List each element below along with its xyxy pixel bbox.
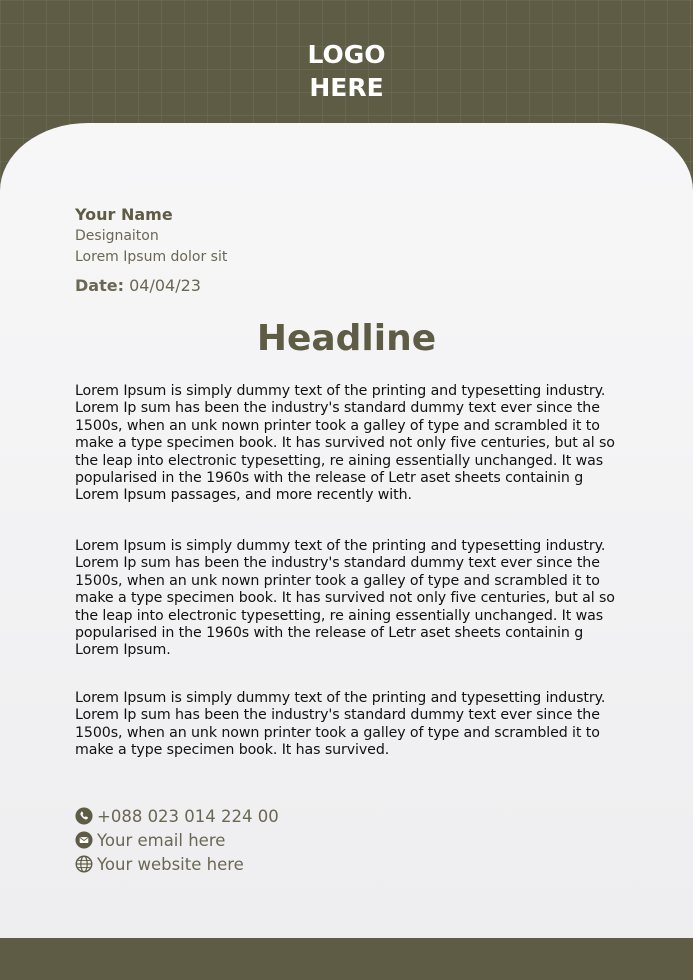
phone-icon (75, 807, 93, 825)
body-paragraph-2: Lorem Ipsum is simply dummy text of the printing and typesetting industry. Lorem Ip sum has been the industry's standard dummy text ever since the 1500s, when an unk nown printer took a galley of type and scrambled it to make a type specimen book. It has survived not only five centuries, but al so the leap into electronic typesetting, re aining essentially unchanged. It was popularised in the 1960s with the release of Letr aset sheets containin g Lorem Ipsum. (75, 538, 615, 659)
sender-name: Your Name (75, 205, 173, 224)
email-text: Your email here (97, 830, 226, 850)
logo-line-1: LOGO (307, 40, 386, 69)
contact-email[interactable] (75, 828, 279, 852)
globe-icon (75, 855, 93, 873)
footer-band (0, 938, 693, 980)
logo-placeholder (0, 38, 693, 104)
logo-line-2: HERE (309, 73, 384, 102)
date-value: 04/04/23 (129, 276, 201, 295)
website-text: Your website here (97, 854, 244, 874)
date-row (75, 275, 201, 297)
date-label: Date: (75, 276, 124, 295)
email-icon (75, 831, 93, 849)
phone-text: +088 023 014 224 00 (97, 806, 279, 826)
contact-phone[interactable] (75, 804, 279, 828)
sender-designation: Designaiton (75, 228, 159, 244)
sender-block (75, 204, 227, 268)
headline: Headline (256, 318, 437, 359)
contact-website[interactable] (75, 852, 279, 876)
sender-address: Lorem Ipsum dolor sit (75, 249, 228, 265)
body-paragraph-3: Lorem Ipsum is simply dummy text of the printing and typesetting industry. Lorem Ip sum has been the industry's standard dummy text ever since the 1500s, when an unk nown printer took a galley of type and scrambled it to make a type specimen book. It has survived. (75, 690, 606, 759)
body-paragraph-1: Lorem Ipsum is simply dummy text of the printing and typesetting industry. Lorem Ip sum has been the industry's standard dummy text ever since the 1500s, when an unk nown printer took a galley of type and scrambled it to make a type specimen book. It has survived not only five centuries, but al so the leap into electronic typesetting, re aining essentially unchanged. It was popularised in the 1960s with the release of Letr aset sheets containin g Lorem Ipsum passages, and more recently with. (75, 383, 615, 504)
contact-list (75, 804, 279, 876)
